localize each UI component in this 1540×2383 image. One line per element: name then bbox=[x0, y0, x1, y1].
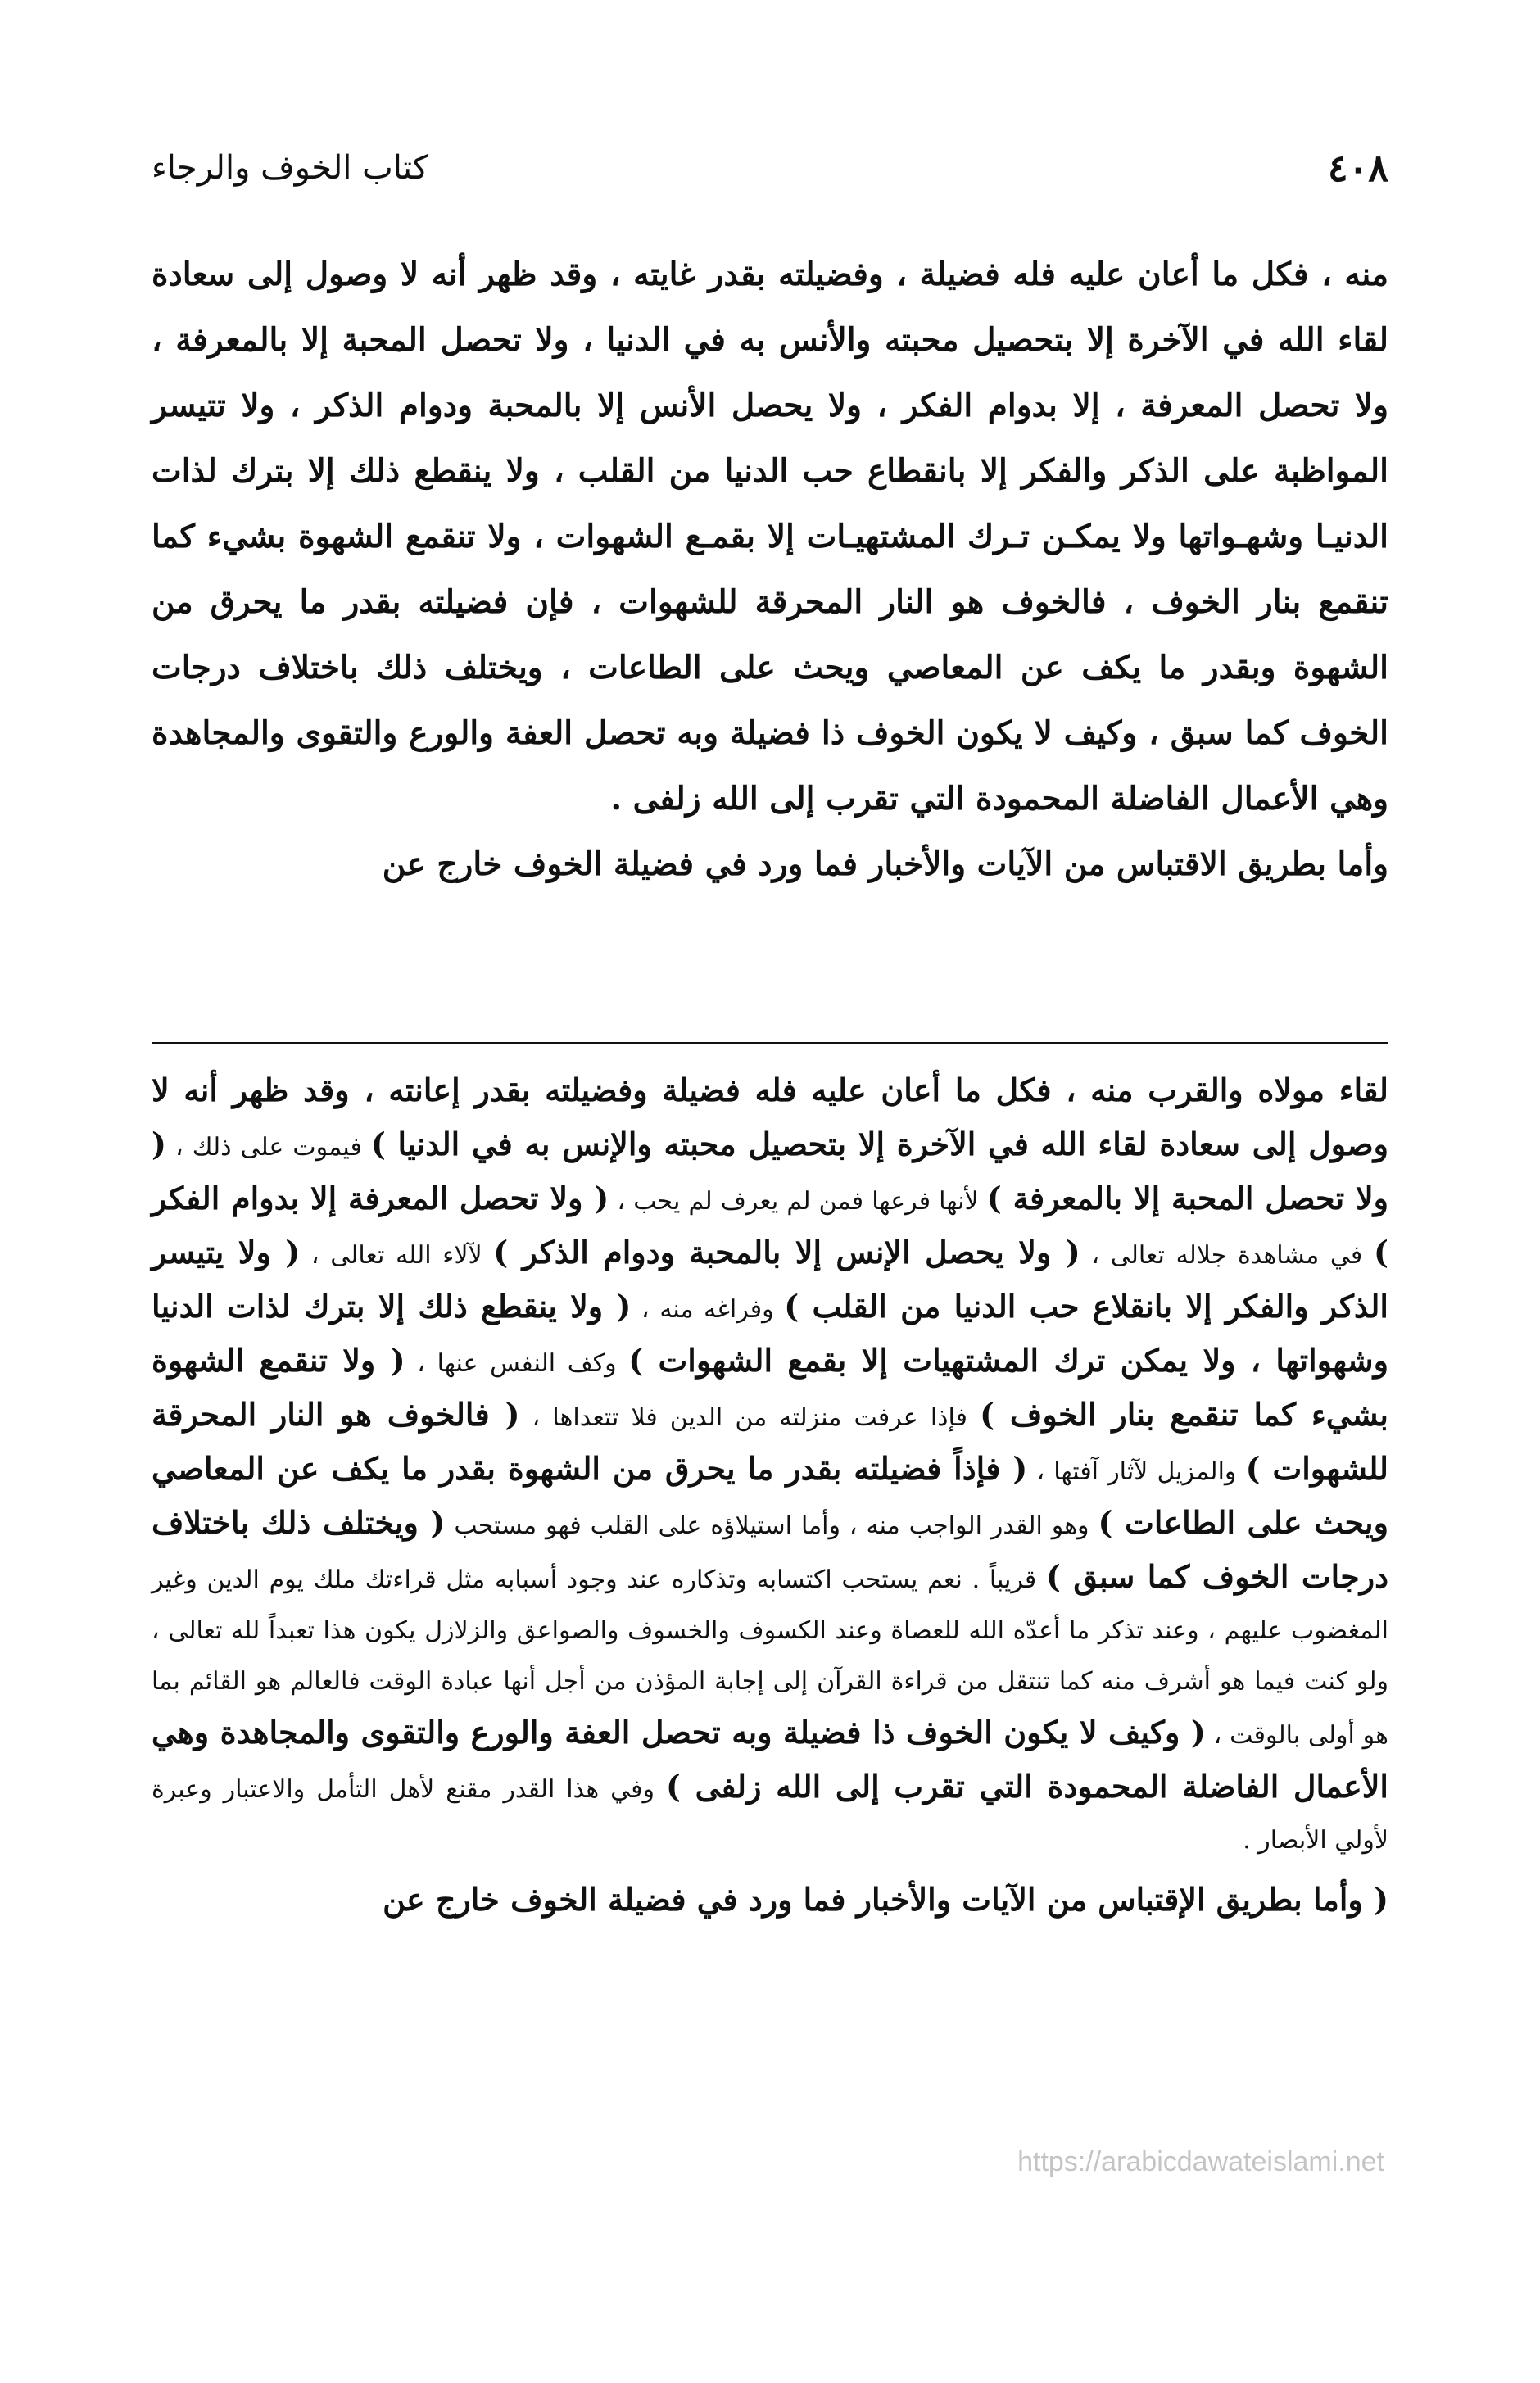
commentary-block bbox=[152, 1065, 1388, 1925]
commentary-text: والمزيل لآثار آفتها ، bbox=[1036, 1457, 1237, 1486]
commentary-text: لآلاء الله تعالى ، bbox=[310, 1241, 482, 1270]
commentary-text: فإذا عرفت منزلته من الدين فلا تتعداها ، bbox=[532, 1403, 967, 1432]
quoted-text: ( ولا ينقطع ذلك إلا بترك لذات الدنيا وشهواتها ، ولا يمكن ترك المشتهيات إلا بقمع الشهوات ) bbox=[152, 1288, 1388, 1379]
quoted-text: ( ويختلف ذلك باختلاف درجات الخوف كما سبق ) bbox=[152, 1504, 1389, 1595]
main-text bbox=[152, 242, 1388, 897]
page-number: ٤٠٨ bbox=[1327, 146, 1388, 190]
quoted-text: ( ولا يحصل الإنس إلا بالمحبة ودوام الذكر ) bbox=[493, 1234, 1080, 1271]
quoted-text: ( ولا تحصل المحبة إلا بالمعرفة ) bbox=[152, 1126, 1388, 1216]
quoted-text: ( ولا يتيسر الذكر والفكر إلا بانقلاع حب الدنيا من القلب ) bbox=[152, 1234, 1388, 1325]
commentary-text: وفي هذا القدر مقنع لأهل التأمل والاعتبار وعبرة لأولي الأبصار . bbox=[152, 1775, 1388, 1855]
page-header bbox=[152, 135, 1388, 201]
quoted-text: ( وكيف لا يكون الخوف ذا فضيلة وبه تحصل العفة والورع والتقوى والمجاهدة وهي الأعمال الفاضلة المحمودة التي تقرب إلى الله زلفى ) bbox=[152, 1714, 1388, 1805]
commentary-paragraph bbox=[152, 1065, 1388, 1866]
watermark-url: https://arabicdawateislami.net bbox=[1017, 2146, 1384, 2177]
main-paragraph-1: منه ، فكل ما أعان عليه فله فضيلة ، وفضيلته بقدر غايته ، وقد ظهر أنه لا وصول إلى سعادة لقاء الله في الآخرة إلا بتحصيل محبته والأنس به في الدنيا ، ولا تحصل المحبة إلا بالمعرفة ، ولا تحصل المعرفة ، إلا بدوام الفكر ، ولا يحصل الأنس إلا بالمحبة ودوام الذكر ، ولا تتيسر المواظبة على الذكر والفكر إلا بانقطاع حب الدنيا من القلب ، ولا ينقطع ذلك إلا بترك لذات الدنيـا وشهـواتها ولا يمكـن تـرك المشتهيـات إلا بقمـع الشهوات ، ولا تنقمع الشهوة بشيء كما تنقمع بنار الخوف ، فالخوف هو النار المحرقة للشهوات ، فإن فضيلته بقدر ما يحرق من الشهوة وبقدر ما يكف عن المعاصي ويحث على الطاعات ، ويختلف ذلك باختلاف درجات الخوف كما سبق ، وكيف لا يكون الخوف ذا فضيلة وبه تحصل العفة والورع والتقوى والمجاهدة وهي الأعمال الفاضلة المحمودة التي تقرب إلى الله زلفى . bbox=[152, 256, 1388, 818]
quoted-text: لقاء مولاه والقرب منه ، فكل ما أعان عليه فله فضيلة وفضيلته بقدر إعانته ، وقد ظهر أنه لا وصول إلى سعادة لقاء الله في الآخرة إلا بتحصيل محبته والإنس به في الدنيا ) bbox=[152, 1071, 1388, 1162]
commentary-text: فيموت على ذلك ، bbox=[175, 1133, 362, 1162]
quoted-text: ( ولا تحصل المعرفة إلا بدوام الفكر ) bbox=[152, 1180, 1388, 1271]
commentary-text: في مشاهدة جلاله تعالى ، bbox=[1091, 1241, 1363, 1270]
footnote-divider bbox=[152, 1042, 1388, 1044]
commentary-text: وهو القدر الواجب منه ، وأما استيلاؤه على القلب فهو مستحب bbox=[454, 1511, 1089, 1540]
main-paragraph-2: وأما بطريق الاقتباس من الآيات والأخبار فما ورد في فضيلة الخوف خارج عن bbox=[382, 845, 1388, 883]
commentary-text: وكف النفس عنها ، bbox=[417, 1349, 617, 1378]
commentary-last-line: ( وأما بطريق الإقتباس من الآيات والأخبار فما ورد في فضيلة الخوف خارج عن bbox=[383, 1881, 1388, 1918]
quoted-text: ( فإذاً فضيلته بقدر ما يحرق من الشهوة بقدر ما يكف عن المعاصي ويحث على الطاعات ) bbox=[152, 1450, 1388, 1541]
commentary-text: قريباً . نعم يستحب اكتسابه وتذكاره عند وجود أسبابه مثل قراءتك ملك يوم الدين وغير المغضوب عليهم ، وعند تذكر ما أعدّه الله للعصاة وعند الكسوف والخسوف والصواعق والزلازل يكون هذا تعبداً لله تعالى ، ولو كنت فيما هو أشرف منه كما تنتقل من قراءة القرآن إلى إجابة المؤذن من أجل أنها عبادة الوقت فالعالم هو القائم بما هو أولى بالوقت ، bbox=[152, 1565, 1389, 1750]
quoted-text: ( فالخوف هو النار المحرقة للشهوات ) bbox=[152, 1396, 1389, 1487]
commentary-text: وفراغه منه ، bbox=[641, 1295, 774, 1324]
running-title: كتاب الخوف والرجاء bbox=[152, 149, 429, 187]
commentary-text: لأنها فرعها فمن لم يعرف لم يحب ، bbox=[617, 1187, 979, 1216]
quoted-text: ( ولا تنقمع الشهوة بشيء كما تنقمع بنار الخوف ) bbox=[152, 1342, 1388, 1433]
